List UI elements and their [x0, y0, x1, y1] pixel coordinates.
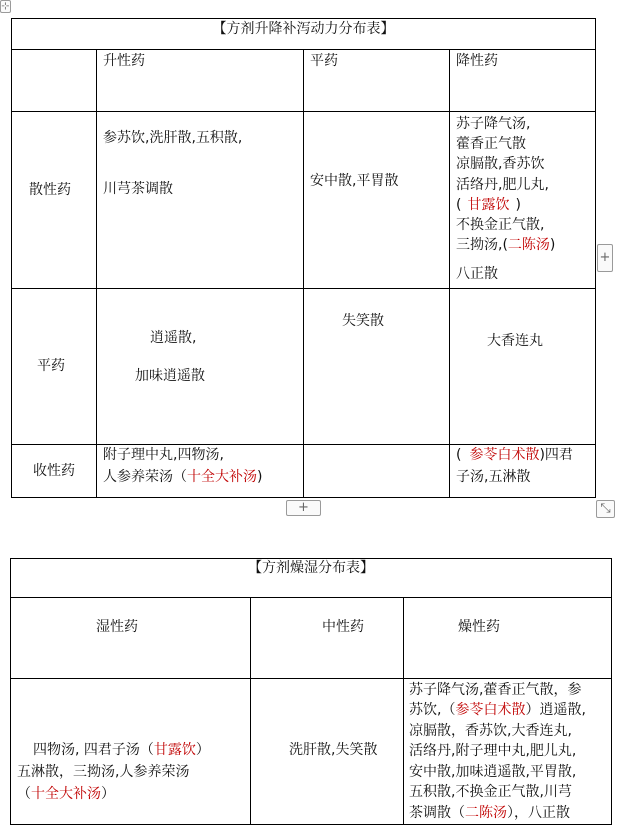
text-part: （	[17, 786, 31, 802]
cell-text: 苏子降气汤,藿香正气散，参	[409, 682, 582, 698]
header-ping: 平药	[310, 53, 338, 69]
cell-text: 子汤,五淋散	[456, 469, 531, 485]
cell-text: 洗肝散,失笑散	[289, 742, 378, 758]
text-part: )四君	[539, 447, 573, 463]
cell-text: 藿香正气散	[456, 136, 526, 152]
grid-line	[250, 597, 251, 825]
text-part: ），八正散	[507, 805, 570, 821]
header-zao: 燥性药	[458, 619, 500, 635]
row-label-shou: 收性药	[33, 463, 75, 479]
table-title: 【方剂升降补泻动力分布表】	[212, 21, 395, 37]
cell-text: 活络丹,附子理中丸,肥儿丸,	[409, 743, 577, 759]
grid-line	[595, 18, 596, 498]
cell-text: 川芎茶调散	[103, 181, 173, 197]
header-jiang: 降性药	[456, 53, 498, 69]
cell-text	[409, 802, 570, 824]
header-sheng: 升性药	[103, 53, 145, 69]
grid-line	[10, 558, 11, 825]
highlight-text: 参苓白术散	[455, 702, 526, 718]
highlight-text: 十全大补汤	[31, 786, 101, 802]
text-part: 茶调散（	[409, 805, 465, 821]
table-move-handle-icon[interactable]: ⊹	[1, 1, 10, 12]
text-part: ）	[101, 786, 115, 802]
paren: (	[456, 197, 462, 213]
grid-line	[303, 49, 304, 498]
cell-text	[17, 783, 115, 805]
highlight-text: 二陈汤	[507, 237, 550, 253]
text-part: 人参养荣汤（	[103, 469, 187, 485]
cell-text: 不换金正气散,	[456, 217, 545, 233]
cell-text: 苏子降气汤,	[456, 116, 531, 132]
cell-text	[103, 466, 262, 488]
grid-line	[611, 558, 612, 825]
highlight-text: 二陈汤	[465, 805, 507, 821]
highlight-text: 甘露饮	[467, 197, 510, 213]
table-title: 【方剂燥湿分布表】	[248, 560, 374, 576]
cell-text	[456, 194, 521, 216]
text-part: )	[257, 469, 263, 485]
text-part: 四物汤, 四君子汤（	[33, 742, 154, 758]
text-part: ）逍遥散,	[525, 702, 586, 718]
cell-text: 逍遥散,	[150, 330, 197, 346]
header-shi: 湿性药	[96, 619, 138, 635]
highlight-text: 十全大补汤	[187, 469, 257, 485]
cell-text: 五淋散，三拗汤,人参养荣汤	[17, 764, 190, 780]
paren: )	[515, 197, 521, 213]
header-zhong: 中性药	[322, 619, 364, 635]
highlight-text: 参苓白术散	[469, 447, 540, 463]
cell-text	[409, 699, 586, 721]
cell-text	[456, 444, 573, 466]
text-part: 三拗汤,(	[456, 237, 508, 253]
cell-text: 安中散,加味逍遥散,平胃散,	[409, 764, 577, 780]
text-part: (	[456, 447, 462, 463]
cell-text: 八正散	[456, 266, 498, 282]
grid-line	[10, 597, 612, 598]
cell-text: 大香连丸	[487, 333, 543, 349]
text-part: ）	[195, 742, 210, 758]
grid-line	[10, 824, 612, 825]
cell-text	[456, 234, 555, 256]
row-label-san: 散性药	[29, 182, 71, 198]
add-column-button[interactable]: +	[597, 244, 613, 272]
add-row-button[interactable]: +	[286, 500, 321, 516]
grid-line	[11, 18, 12, 498]
highlight-text: 甘露饮	[153, 742, 196, 758]
cell-text: 附子理中丸,四物汤,	[103, 447, 224, 463]
cell-text: 安中散,平胃散	[310, 173, 399, 189]
cell-text: 活络丹,肥儿丸,	[456, 177, 549, 193]
cell-text: 凉膈散，香苏饮,大香连丸,	[409, 723, 572, 739]
table-resize-handle-icon[interactable]: ⤡	[596, 500, 615, 518]
cell-text	[33, 739, 210, 761]
text-part: 苏饮,（	[409, 702, 456, 718]
grid-line	[403, 597, 404, 825]
cell-text: 凉膈散,香苏饮	[456, 156, 545, 172]
row-label-ping: 平药	[37, 358, 65, 374]
cell-text: 失笑散	[342, 313, 384, 329]
cell-text: 加味逍遥散	[135, 368, 205, 384]
text-part: )	[549, 237, 556, 253]
cell-text: 参苏饮,洗肝散,五积散,	[103, 130, 243, 146]
cell-text: 五积散,不换金正气散,川芎	[409, 784, 572, 800]
grid-line	[449, 49, 450, 498]
grid-line	[96, 49, 97, 498]
